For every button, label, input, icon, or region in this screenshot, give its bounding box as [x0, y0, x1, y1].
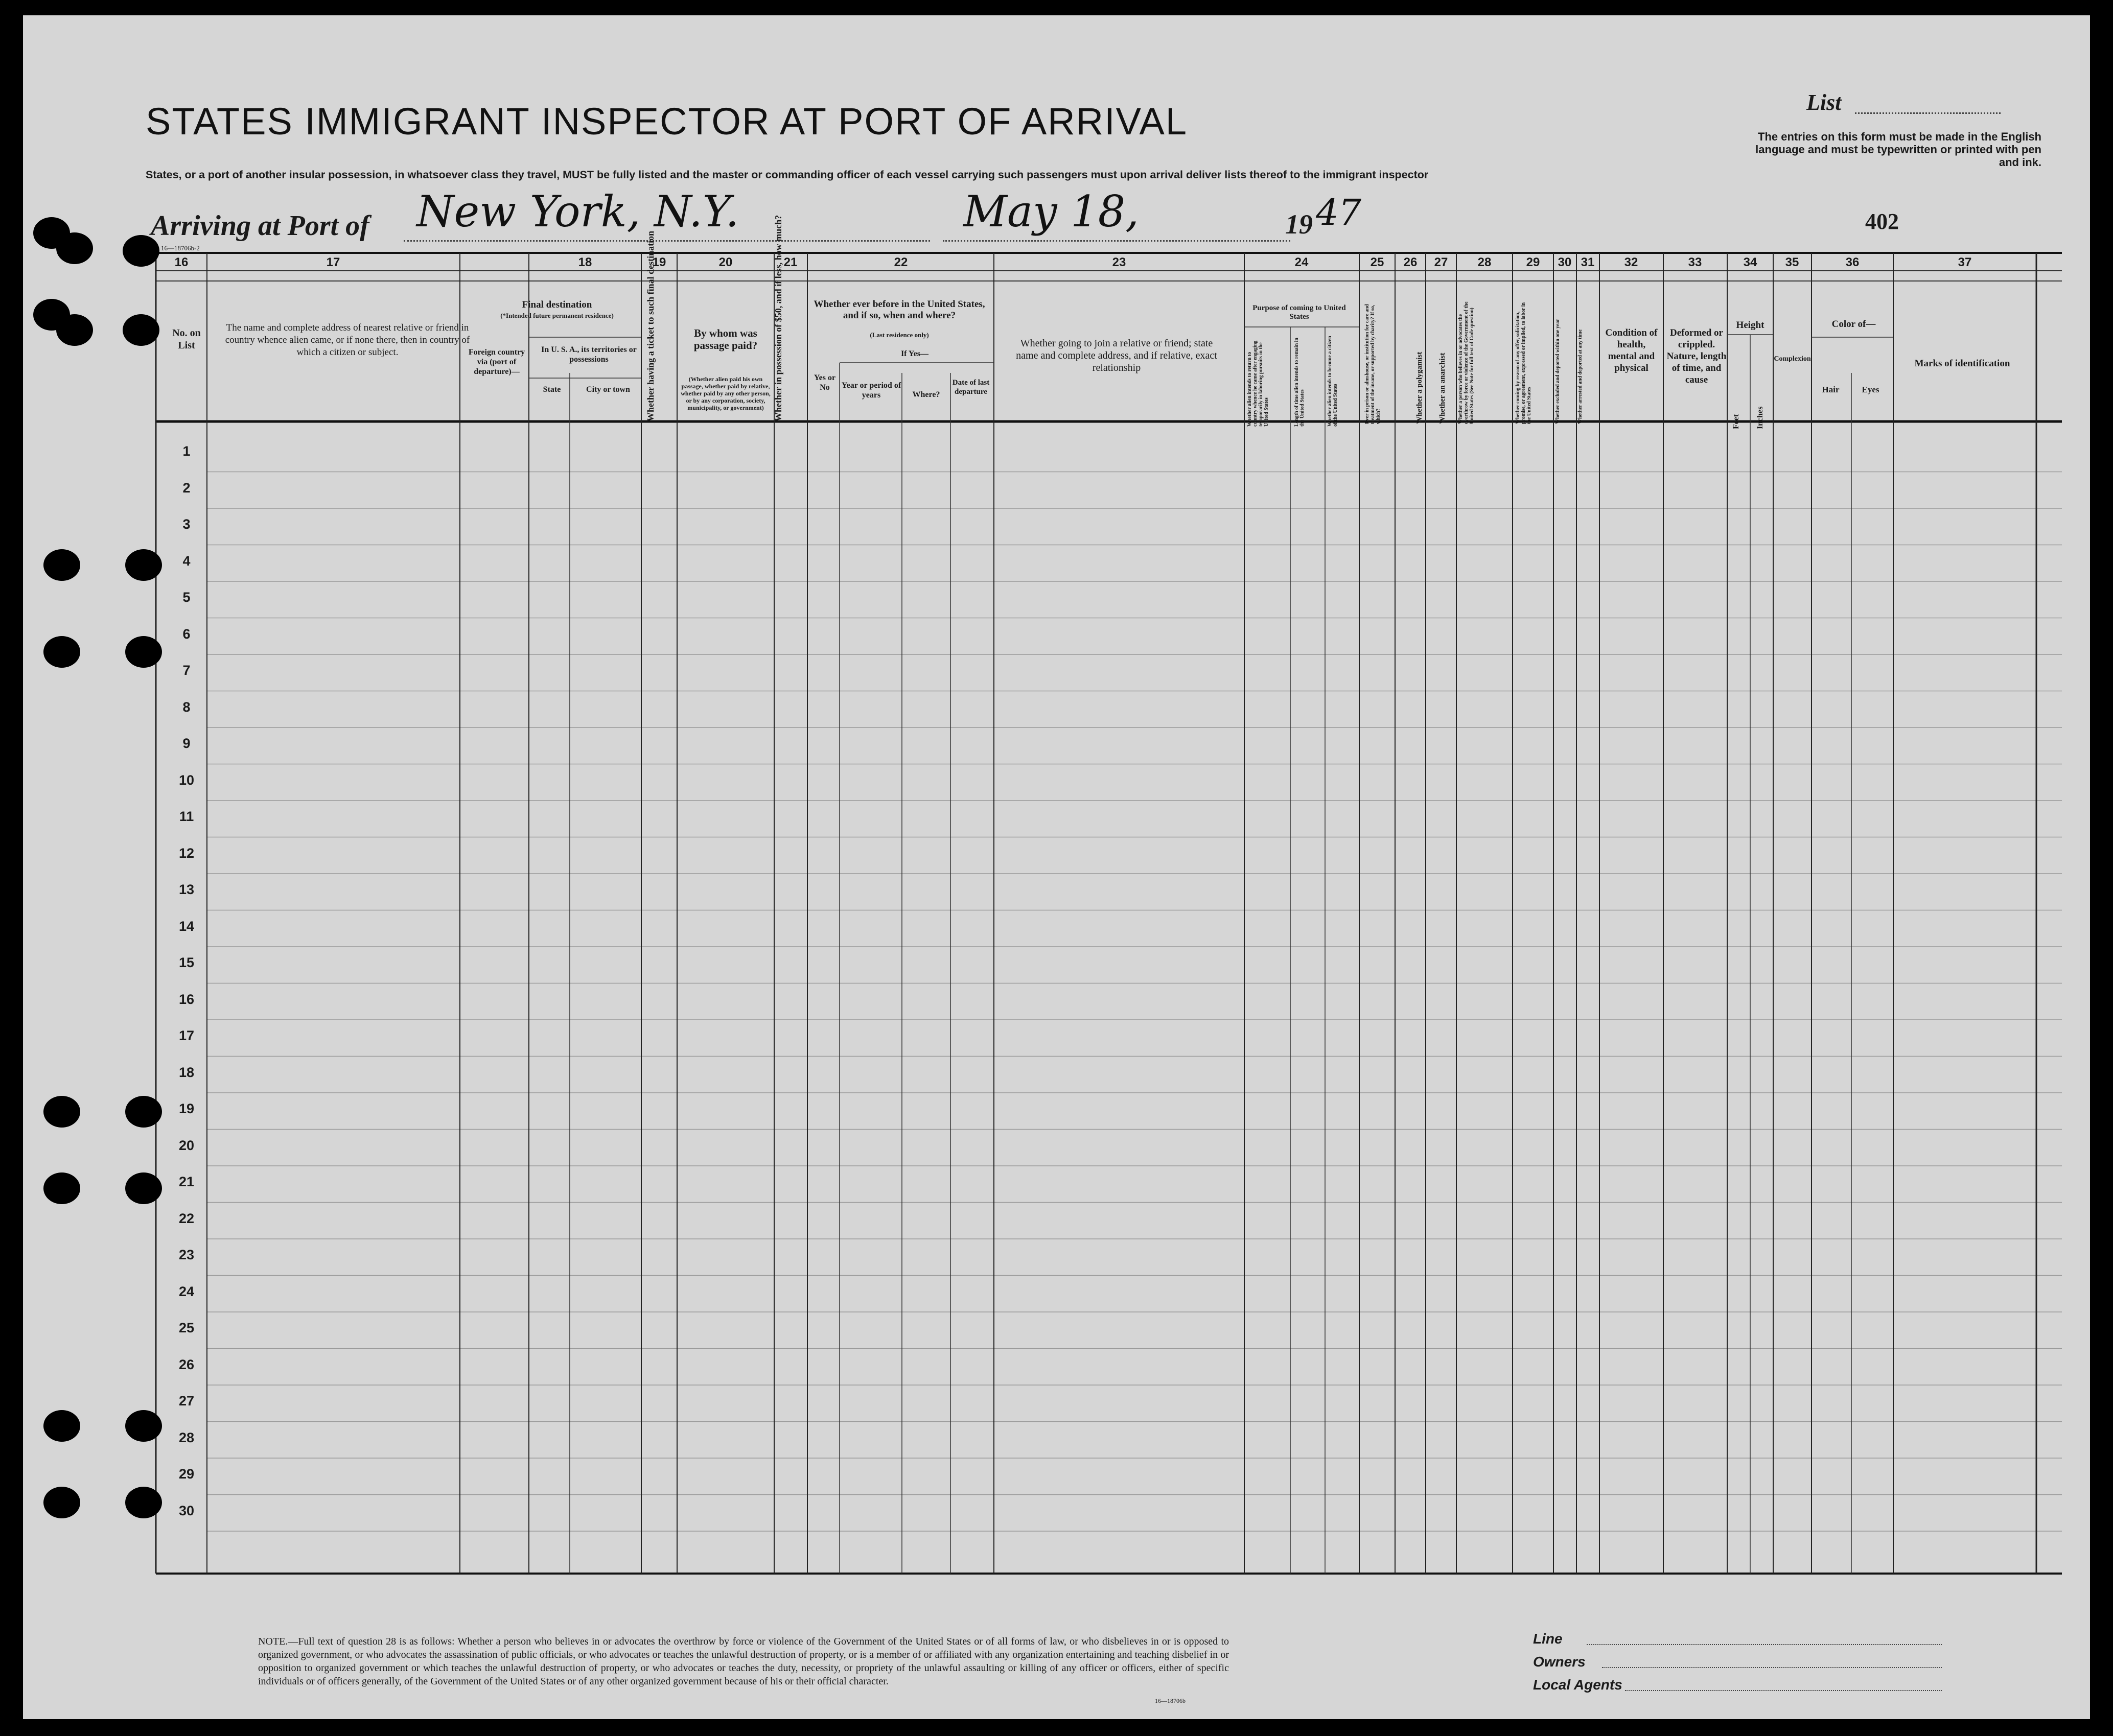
header-purpose-b: Length of time alien intends to remain in the United States	[1294, 338, 1305, 427]
header-purpose-c: Whether alien intends to become a citizen of the United States	[1327, 336, 1338, 427]
header-overthrow: Whether a person who believes in or advocates the overthrow by force or violence of the Government of the United States (See Note for full text of Code question)	[1458, 301, 1475, 424]
header-eyes: Eyes	[1862, 385, 1879, 394]
header-purpose: Purpose of coming to United States	[1252, 304, 1346, 321]
binder-hole	[125, 1410, 162, 1442]
row-number: 6	[182, 626, 191, 642]
footer-owners-field	[1602, 1667, 1942, 1668]
binder-hole	[125, 549, 162, 581]
form-number-top: 16—18706b-2	[161, 244, 200, 252]
row-number: 19	[178, 1101, 195, 1116]
column-number: 25	[1370, 255, 1384, 269]
header-join-relative: Whether going to join a relative or friend; state name and complete address, and if relative, exact relationship	[1016, 338, 1217, 373]
binder-hole	[43, 636, 80, 668]
column-number: 19	[652, 255, 666, 269]
row-number: 12	[178, 845, 195, 861]
row-number: 18	[178, 1064, 195, 1080]
header-hair: Hair	[1822, 385, 1840, 394]
table-grid	[23, 15, 2090, 1719]
column-number: 33	[1688, 255, 1702, 269]
binder-hole	[43, 1410, 80, 1442]
header-final-destination-note: (*Intended future permanent residence)	[500, 312, 614, 319]
row-number: 3	[182, 517, 191, 532]
column-number: 31	[1581, 255, 1595, 269]
column-number: 20	[718, 255, 733, 269]
row-number: 9	[182, 736, 191, 751]
binder-hole	[43, 549, 80, 581]
row-number: 24	[178, 1283, 195, 1299]
header-deformed: Deformed or crippled. Nature, length of time, and cause	[1666, 327, 1727, 385]
header-ticket: Whether having a ticket to such final destination	[645, 230, 656, 421]
date-handwritten: May 18,	[963, 186, 1139, 237]
binder-hole	[123, 314, 159, 346]
header-possession-50: Whether in possession of $50, and if less, how much?	[773, 215, 783, 421]
binder-hole	[125, 1172, 162, 1204]
header-purpose-a: Whether alien intends to return to country whence he came after engaging temporarily in laboring pursuits in the United States	[1247, 340, 1269, 427]
header-prison: Ever in prison or almshouse, or institution for care and treatment of the insane, or supported by charity? If so, which?	[1364, 304, 1381, 424]
form-title: STATES IMMIGRANT INSPECTOR AT PORT OF ARRIVAL	[146, 100, 1188, 143]
column-number: 34	[1743, 255, 1757, 269]
header-no-on-list: No. on List	[172, 327, 201, 351]
footer-line-field	[1587, 1644, 1942, 1645]
row-number: 26	[178, 1356, 195, 1372]
footer-line-label: Line	[1533, 1631, 1563, 1647]
header-excluded: Whether excluded and deported within one year	[1555, 319, 1561, 424]
instructions-note: The entries on this form must be made in the English language and must be typewritten or printed with pen and ink.	[1755, 130, 2041, 169]
row-number: 23	[178, 1247, 195, 1262]
row-number: 15	[178, 955, 195, 970]
footer-agents-field	[1625, 1690, 1942, 1691]
header-where: Where?	[912, 390, 940, 399]
header-complexion: Complexion	[1774, 355, 1811, 363]
column-number: 30	[1558, 255, 1572, 269]
header-color-of: Color of—	[1831, 319, 1876, 330]
immigration-manifest-sheet	[23, 15, 2090, 1719]
row-number: 13	[178, 882, 195, 897]
row-number: 21	[178, 1174, 195, 1189]
footer-form-code: 16—18706b	[1155, 1697, 1186, 1704]
header-years: Year or period of years	[841, 381, 901, 400]
header-height: Height	[1736, 320, 1764, 331]
header-foreign-country: Foreign country via (port of departure)—	[468, 348, 525, 376]
row-number: 30	[178, 1503, 195, 1518]
binder-hole	[43, 1172, 80, 1204]
column-number: 27	[1434, 255, 1448, 269]
row-number: 8	[182, 699, 191, 715]
row-number: 27	[178, 1393, 195, 1409]
column-number: 24	[1294, 255, 1309, 269]
header-passage-paid: By whom was passage paid?	[693, 327, 758, 351]
column-number: 26	[1403, 255, 1418, 269]
arriving-label: Arriving at Port of	[151, 210, 369, 242]
column-number: 23	[1112, 255, 1126, 269]
header-arrested: Whether arrested and deported at any time	[1577, 329, 1583, 424]
column-number: 37	[1958, 255, 1972, 269]
page-number: 402	[1865, 209, 1899, 234]
year-handwritten: 47	[1316, 192, 1362, 233]
column-number: 22	[894, 255, 908, 269]
row-number: 1	[182, 443, 191, 459]
year-prefix: 19	[1285, 209, 1313, 240]
column-number: 18	[578, 255, 592, 269]
header-marks: Marks of identification	[1914, 358, 2010, 369]
header-state: State	[543, 385, 561, 394]
row-number: 2	[182, 480, 191, 496]
binder-hole	[56, 232, 93, 264]
row-number: 17	[178, 1028, 195, 1043]
column-number: 36	[1845, 255, 1860, 269]
header-labor-offer: Whether coming by reason of any offer, solicitation, promise, or agreement, expressed or implied, to labor in the United States	[1515, 302, 1532, 424]
footer-owners-label: Owners	[1533, 1654, 1586, 1670]
header-last-residence: (Last residence only)	[870, 331, 929, 339]
binder-hole	[125, 1487, 162, 1518]
footer-note: NOTE.—Full text of question 28 is as follows: Whether a person who believes in or advocates the overthrow by force or violence of the Government of the United States or of all forms of law, or who disbelieves in or is opposed to organized government, or who advocates the assassination of public officials, or who advocates or teaches the unlawful destruction of property, or is a member of or affiliated with any organization entertaining and teaching disbelief in or opposition to organized government or which teaches the unlawful destruction of property, or who advocates or teaches the duty, necessity, or propriety of the unlawful assaulting or killing of any officer or officers, either of specific individuals or of officers generally, of the Government of the United States or of any other organized government because of his or their official character.	[258, 1636, 1229, 1687]
header-date-departure: Date of last departure	[952, 379, 990, 396]
binder-hole	[43, 1487, 80, 1518]
column-number: 29	[1526, 255, 1540, 269]
header-before-in-us: Whether ever before in the United States, and if so, when and where?	[814, 299, 985, 321]
binder-hole	[125, 1096, 162, 1128]
header-final-destination: Final destination	[522, 299, 592, 310]
row-number: 11	[179, 809, 194, 824]
row-number: 29	[178, 1466, 195, 1482]
header-city: City or town	[586, 385, 630, 394]
header-feet: Feet	[1732, 414, 1740, 429]
column-number: 17	[326, 255, 340, 269]
row-number: 22	[178, 1210, 195, 1226]
header-if-yes: If Yes—	[900, 349, 929, 358]
form-subtitle: States, or a port of another insular possession, in whatsoever class they travel, MUST be fully listed and the master or commanding officer of each vessel carrying such passengers must upon arrival deliver lists thereof to the immigrant inspector	[146, 169, 1429, 181]
row-number: 25	[178, 1320, 195, 1335]
binder-hole	[56, 314, 93, 346]
header-yes-no: Yes or No	[814, 373, 836, 392]
list-label: List	[1806, 90, 1842, 115]
column-number: 32	[1624, 255, 1638, 269]
row-number: 14	[178, 918, 195, 934]
row-number: 4	[182, 553, 191, 569]
row-number: 16	[178, 991, 195, 1007]
row-number: 28	[178, 1429, 195, 1445]
header-health: Condition of health, mental and physical	[1605, 327, 1658, 373]
header-in-usa: In U. S. A., its territories or possessions	[541, 345, 637, 364]
binder-hole	[125, 636, 162, 668]
binder-hole	[123, 235, 159, 267]
row-number: 5	[182, 590, 191, 605]
header-nearest-relative: The name and complete address of nearest relative or friend in country whence alien came, or if none there, then in country of which a citizen or subject.	[225, 322, 470, 358]
binder-hole	[43, 1096, 80, 1128]
header-passage-note: (Whether alien paid his own passage, whether paid by relative, whether paid by any other person, or by any corporation, society, municipality, or government)	[681, 376, 771, 411]
header-inches: Inches	[1756, 406, 1764, 429]
column-number: 16	[174, 255, 189, 269]
row-number: 10	[178, 772, 195, 788]
column-number: 21	[783, 255, 798, 269]
footer-agents-label: Local Agents	[1533, 1677, 1622, 1693]
column-number: 35	[1785, 255, 1799, 269]
port-handwritten: New York, N.Y.	[416, 186, 739, 237]
row-number: 20	[178, 1137, 195, 1153]
column-number: 28	[1477, 255, 1492, 269]
header-polygamist: Whether a polygamist	[1415, 351, 1424, 424]
header-anarchist: Whether an anarchist	[1438, 353, 1447, 424]
row-number: 7	[182, 663, 191, 678]
